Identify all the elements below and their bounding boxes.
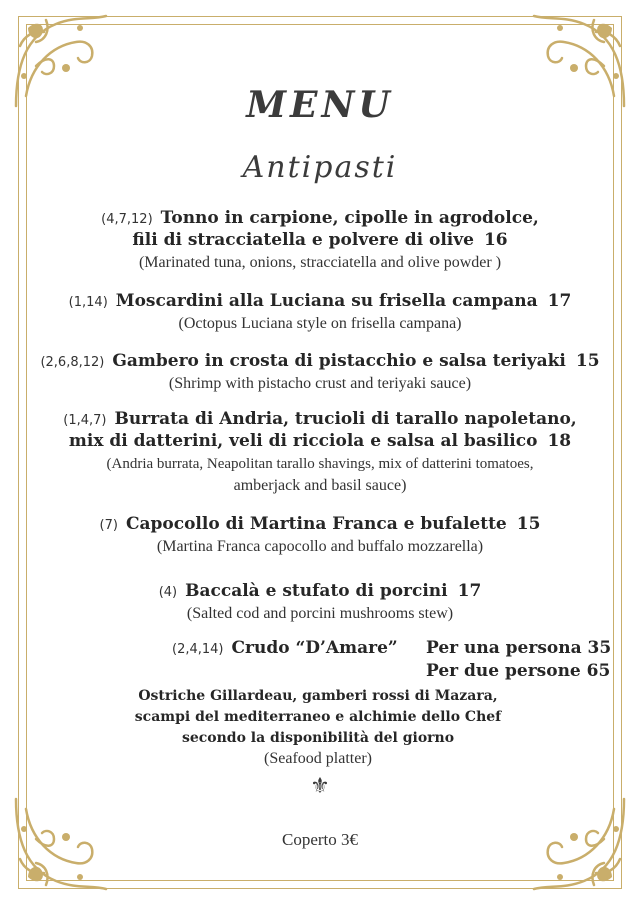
crudo-price-two-persons: Per due persone 65 [426,661,611,681]
dish-price: 17 [457,581,482,601]
menu-item-tonno [0,207,640,273]
dish-price: 16 [483,230,508,250]
dish-name: mix di datterini, veli di ricciola e salsa al basilico [68,431,538,451]
dish-translation: (Shrimp with pistacho crust and teriyaki sauce) [168,375,472,392]
allergens: (1,14) [68,295,108,310]
allergens: (2,4,14) [172,642,224,657]
dish-name: Burrata di Andria, trucioli di tarallo napoletano, [114,409,577,429]
allergens: (4) [158,585,178,600]
dish-price: 15 [516,514,541,534]
dish-price: 15 [575,351,600,371]
allergens: (1,4,7) [63,413,107,428]
dish-name: Tonno in carpione, cipolle in agrodolce, [160,208,539,228]
crudo-description: Ostriche Gillardeau, gamberi rossi di Mazara, [138,688,498,704]
dish-translation: (Seafood platter) [264,750,372,767]
dish-translation: amberjack and basil sauce) [233,477,407,494]
dish-price: 18 [547,431,572,451]
dish-translation: (Marinated tuna, onions, stracciatella and olive powder ) [138,254,502,271]
menu-item-burrata [0,408,640,496]
menu-item-moscardini [0,290,640,334]
fleur-de-lis-icon: ⚜ [310,774,330,799]
crudo-description: secondo la disponibilità del giorno [181,730,455,746]
menu-title: MENU [246,84,394,126]
dish-name: Crudo “D’Amare” [231,638,398,658]
dish-price: 17 [547,291,572,311]
allergens: (4,7,12) [101,212,153,227]
dish-name: Capocollo di Martina Franca e bufalette [125,514,507,534]
dish-translation: (Andria burrata, Neapolitan tarallo shavings, mix of datterini tomatoes, [106,456,534,472]
dish-translation: (Salted cod and porcini mushrooms stew) [186,605,454,622]
crudo-description: scampi del mediterraneo e alchimie dello Chef [134,709,502,725]
dish-translation: (Martina Franca capocollo and buffalo mozzarella) [156,538,484,555]
crudo-price-one-person: Per una persona 35 [426,638,612,658]
menu-item-capocollo [0,513,640,557]
menu-item-gambero [0,350,640,394]
dish-name: Moscardini alla Luciana su frisella campana [115,291,538,311]
cover-charge: Coperto 3€ [281,830,359,849]
dish-name: Baccalà e stufato di porcini [185,581,448,601]
dish-name: fili di stracciatella e polvere di olive [132,230,474,250]
menu-item-baccala [0,580,640,624]
section-title: Antipasti [242,150,398,185]
allergens: (2,6,8,12) [40,355,105,370]
dish-translation: (Octopus Luciana style on frisella campana) [178,315,462,332]
allergens: (7) [99,518,118,533]
dish-name: Gambero in crosta di pistacchio e salsa teriyaki [112,351,566,371]
